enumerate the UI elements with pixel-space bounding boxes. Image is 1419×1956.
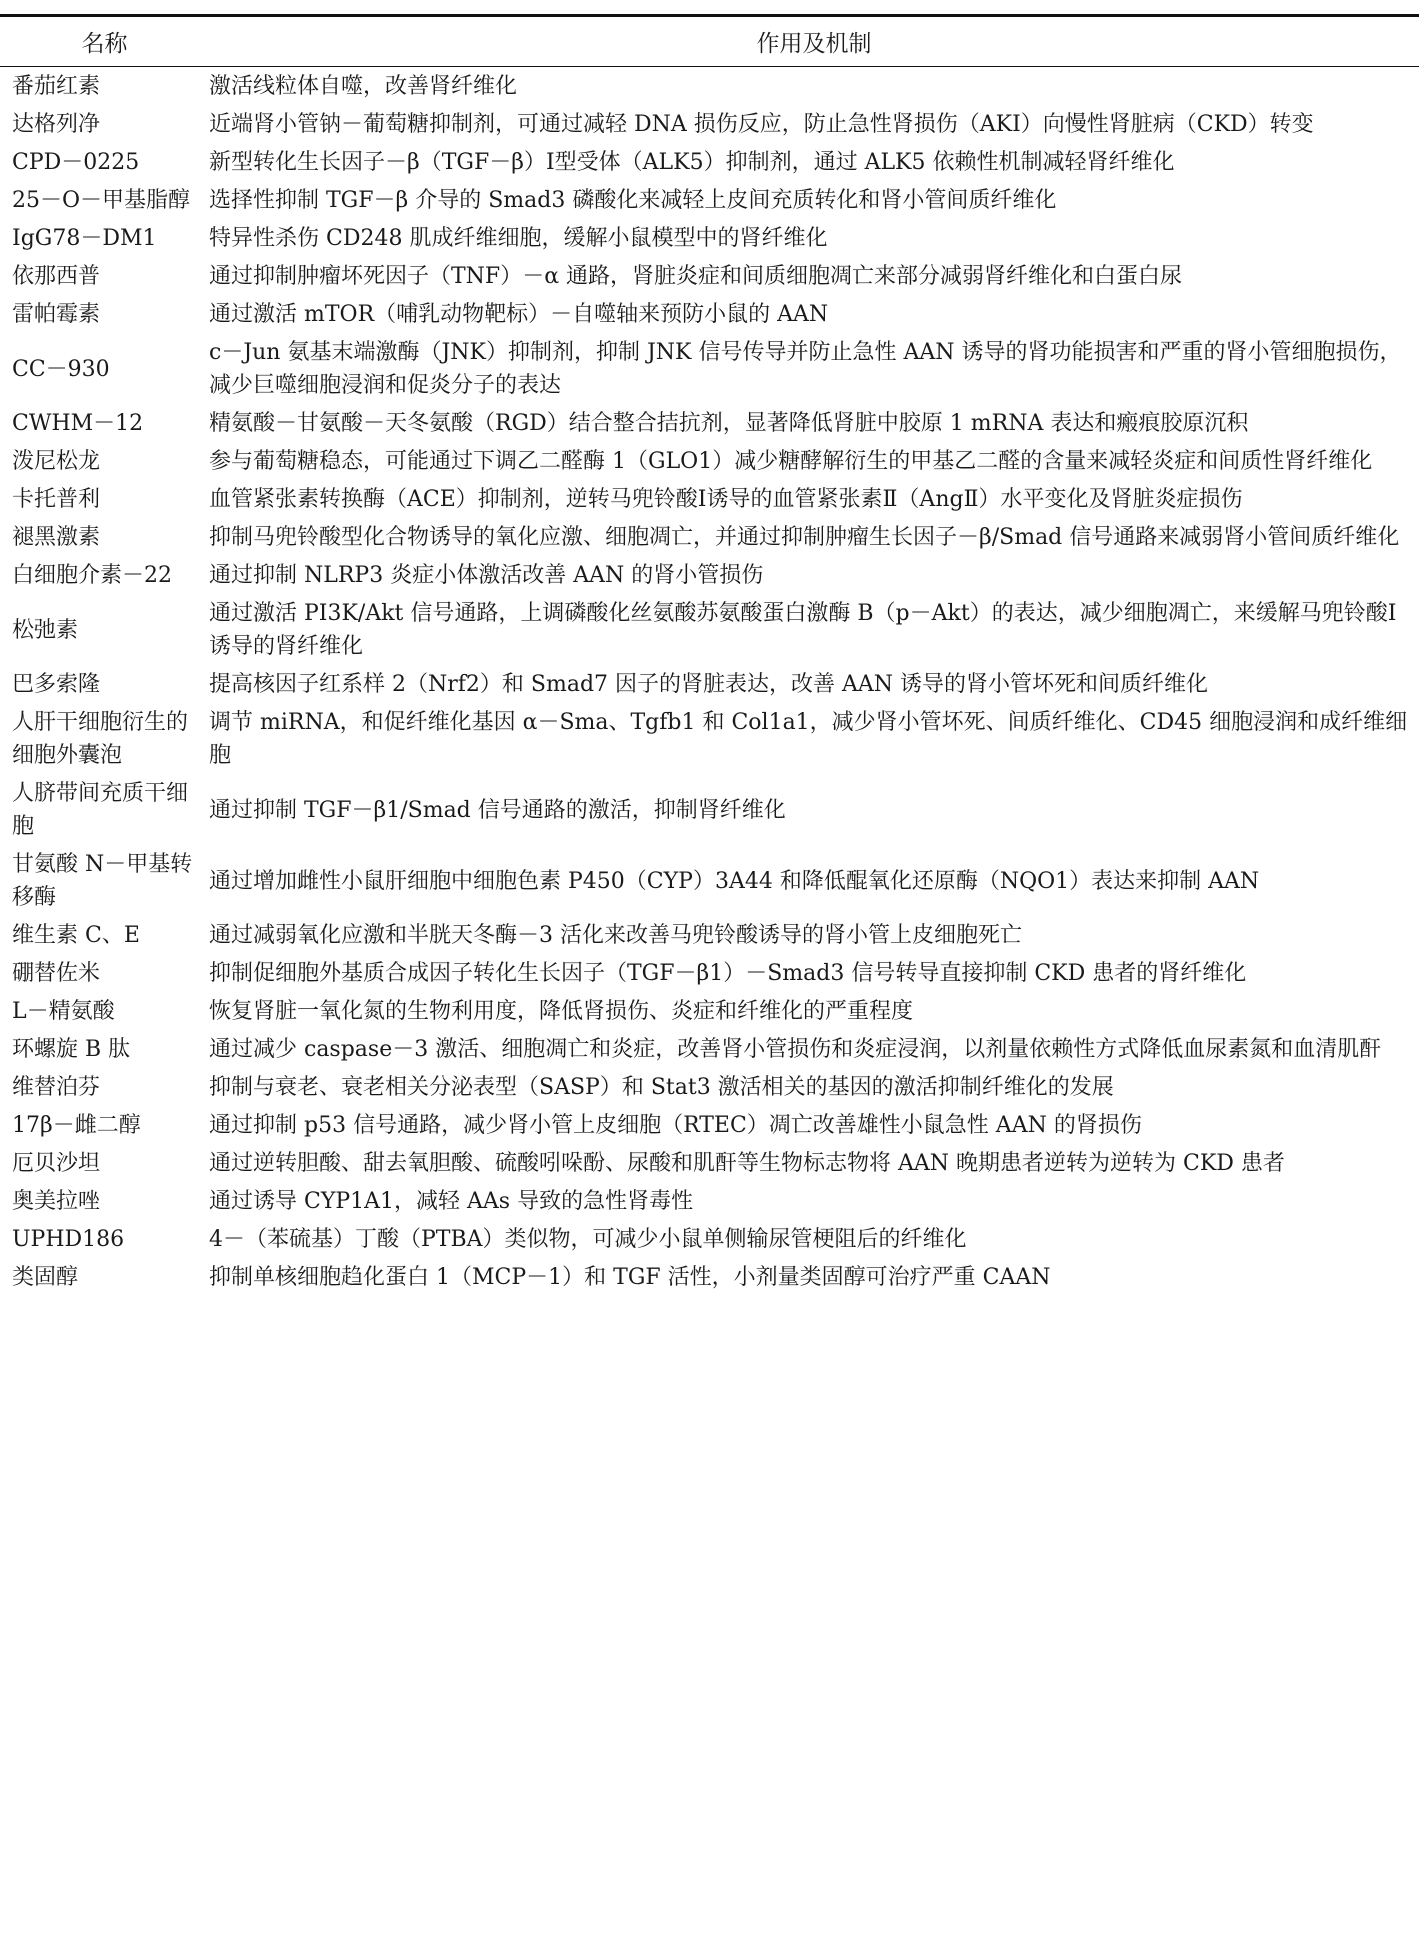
mechanism-cell: 抑制与衰老、衰老相关分泌表型（SASP）和 Stat3 激活相关的基因的激活抑制纤维化的发展 [209, 1075, 1114, 1100]
mechanism-cell: 选择性抑制 TGF－β 介导的 Smad3 磷酸化来减轻上皮间充质转化和肾小管间质纤维化 [209, 188, 1057, 213]
mechanism-cell: 恢复肾脏一氧化氮的生物利用度，降低肾损伤、炎症和纤维化的严重程度 [209, 999, 914, 1024]
mechanism-cell: 新型转化生长因子－β（TGF－β）Ⅰ型受体（ALK5）抑制剂，通过 ALK5 依赖性机制减轻肾纤维化 [209, 150, 1175, 175]
table-row [0, 1068, 1419, 1106]
table-row [0, 992, 1419, 1030]
mechanism-cell: 血管紧张素转换酶（ACE）抑制剂，逆转马兜铃酸Ⅰ诱导的血管紧张素Ⅱ（AngⅡ）水平变化及肾脏炎症损伤 [209, 487, 1243, 512]
table-row [0, 181, 1419, 219]
table-row [0, 480, 1419, 518]
table-row [0, 295, 1419, 333]
drug-name-cell: 依那西普 [12, 264, 101, 289]
mechanism-cell: 通过减少 caspase－3 激活、细胞凋亡和炎症，改善肾小管损伤和炎症浸润，以剂量依赖性方式降低血尿素氮和血清肌酐 [209, 1037, 1382, 1062]
mechanism-cell: 抑制促细胞外基质合成因子转化生长因子（TGF－β1）－Smad3 信号转导直接抑制 CKD 患者的肾纤维化 [209, 961, 1247, 986]
drug-name-cell: IgG78－DM1 [12, 226, 157, 251]
drug-name-cell: 人肝干细胞衍生的细胞外囊泡 [12, 710, 189, 768]
table-row [0, 404, 1419, 442]
table-row [0, 1106, 1419, 1144]
drug-name-cell: 类固醇 [12, 1265, 79, 1290]
mechanism-cell: 通过逆转胆酸、甜去氧胆酸、硫酸吲哚酚、尿酸和肌酐等生物标志物将 AAN 晚期患者逆转为逆转为 CKD 患者 [209, 1151, 1285, 1176]
table-body [0, 67, 1419, 1299]
table-row [0, 257, 1419, 295]
mechanism-cell: 提高核因子红系样 2（Nrf2）和 Smad7 因子的肾脏表达，改善 AAN 诱导的肾小管坏死和间质纤维化 [209, 672, 1209, 697]
drug-name-cell: 白细胞介素－22 [12, 563, 172, 588]
mechanism-cell: 通过抑制 NLRP3 炎症小体激活改善 AAN 的肾小管损伤 [209, 563, 764, 588]
drug-name-cell: 厄贝沙坦 [12, 1151, 101, 1176]
drug-name-cell: 环螺旋 B 肽 [12, 1037, 131, 1062]
table-row [0, 1030, 1419, 1068]
mechanism-cell: c－Jun 氨基末端激酶（JNK）抑制剂，抑制 JNK 信号传导并防止急性 AAN 诱导的肾功能损害和严重的肾小管细胞损伤，减少巨噬细胞浸润和促炎分子的表达 [209, 340, 1402, 398]
mechanism-cell: 通过增加雌性小鼠肝细胞中细胞色素 P450（CYP）3A44 和降低醌氧化还原酶（NQO1）表达来抑制 AAN [209, 868, 1260, 894]
drug-name-cell: 25－O－甲基脂醇 [12, 188, 191, 213]
table-row [0, 333, 1419, 404]
drug-name-cell: 维生素 C、E [12, 923, 140, 948]
mechanism-cell: 抑制单核细胞趋化蛋白 1（MCP－1）和 TGF 活性，小剂量类固醇可治疗严重 CAAN [209, 1265, 1051, 1290]
table-row [0, 1258, 1419, 1298]
drug-name-cell: UPHD186 [12, 1227, 125, 1252]
header-row [0, 16, 1419, 67]
drug-name-cell: 人脐带间充质干细胞 [12, 781, 189, 839]
mechanism-cell: 通过激活 mTOR（哺乳动物靶标）－自噬轴来预防小鼠的 AAN [209, 302, 829, 327]
mechanism-cell: 激活线粒体自噬，改善肾纤维化 [209, 74, 518, 99]
drug-name-cell: 维替泊芬 [12, 1075, 101, 1100]
drug-name-cell: 松弛素 [12, 617, 79, 643]
table-row [0, 67, 1419, 106]
drug-name-cell: 硼替佐米 [12, 961, 101, 986]
table-row [0, 518, 1419, 556]
table-row [0, 954, 1419, 992]
drug-name-cell: CPD－0225 [12, 150, 140, 175]
table-row [0, 219, 1419, 257]
mechanism-cell: 通过抑制 TGF－β1/Smad 信号通路的激活，抑制肾纤维化 [209, 797, 786, 823]
drug-name-cell: 雷帕霉素 [12, 302, 101, 327]
drug-name-cell: 奥美拉唑 [12, 1189, 101, 1214]
mechanism-cell: 通过抑制 p53 信号通路，减少肾小管上皮细胞（RTEC）凋亡改善雄性小鼠急性 AAN 的肾损伤 [209, 1113, 1142, 1138]
table-row [0, 665, 1419, 703]
mechanism-cell: 4－（苯硫基）丁酸（PTBA）类似物，可减少小鼠单侧输尿管梗阻后的纤维化 [209, 1227, 967, 1252]
mechanism-cell: 精氨酸－甘氨酸－天冬氨酸（RGD）结合整合拮抗剂，显著降低肾脏中胶原 1 mRNA 表达和瘢痕胶原沉积 [209, 411, 1249, 436]
header-mechanism: 作用及机制 [209, 16, 1419, 67]
drug-name-cell: 泼尼松龙 [12, 449, 101, 474]
drug-name-cell: 褪黑激素 [12, 525, 101, 550]
table-header [0, 16, 1419, 67]
table-row [0, 442, 1419, 480]
table-row [0, 845, 1419, 916]
table-row [0, 594, 1419, 665]
drug-name-cell: 17β－雌二醇 [12, 1113, 141, 1138]
mechanism-cell: 参与葡萄糖稳态，可能通过下调乙二醛酶 1（GLO1）减少糖酵解衍生的甲基乙二醛的含量来减轻炎症和间质性肾纤维化 [209, 449, 1373, 474]
drug-name-cell: CWHM－12 [12, 411, 144, 436]
drug-name-cell: 达格列净 [12, 112, 101, 137]
table-row [0, 143, 1419, 181]
drug-name-cell: 番茄红素 [12, 74, 101, 99]
table-row [0, 774, 1419, 845]
table-row [0, 916, 1419, 954]
drug-name-cell: 甘氨酸 N－甲基转移酶 [12, 852, 193, 910]
drug-name-cell: L－精氨酸 [12, 999, 115, 1024]
mechanism-cell: 通过减弱氧化应激和半胱天冬酶－3 活化来改善马兜铃酸诱导的肾小管上皮细胞死亡 [209, 923, 1022, 948]
table-row [0, 105, 1419, 143]
table-row [0, 556, 1419, 594]
table-row [0, 1220, 1419, 1258]
drug-name-cell: CC－930 [12, 356, 110, 382]
mechanism-cell: 调节 miRNA，和促纤维化基因 α－Sma、Tgfb1 和 Col1a1，减少肾小管坏死、间质纤维化、CD45 细胞浸润和成纤维细胞 [209, 710, 1408, 768]
table-row [0, 1144, 1419, 1182]
drug-mechanism-table [0, 14, 1419, 1298]
mechanism-cell: 通过激活 PI3K/Akt 信号通路，上调磷酸化丝氨酸苏氨酸蛋白激酶 B（p－Akt）的表达，减少细胞凋亡，来缓解马兜铃酸Ⅰ诱导的肾纤维化 [209, 601, 1397, 659]
mechanism-cell: 通过诱导 CYP1A1，减轻 AAs 导致的急性肾毒性 [209, 1189, 694, 1214]
mechanism-cell: 近端肾小管钠－葡萄糖抑制剂，可通过减轻 DNA 损伤反应，防止急性肾损伤（AKI）向慢性肾脏病（CKD）转变 [209, 112, 1314, 137]
mechanism-cell: 抑制马兜铃酸型化合物诱导的氧化应激、细胞凋亡，并通过抑制肿瘤生长因子－β/Smad 信号通路来减弱肾小管间质纤维化 [209, 525, 1400, 550]
table-row [0, 1182, 1419, 1220]
mechanism-cell: 通过抑制肿瘤坏死因子（TNF）－α 通路，肾脏炎症和间质细胞凋亡来部分减弱肾纤维化和白蛋白尿 [209, 264, 1183, 289]
header-name: 名称 [0, 16, 209, 67]
drug-name-cell: 巴多索隆 [12, 672, 101, 697]
mechanism-cell: 特异性杀伤 CD248 肌成纤维细胞，缓解小鼠模型中的肾纤维化 [209, 226, 828, 251]
table-row [0, 703, 1419, 774]
drug-name-cell: 卡托普利 [12, 487, 101, 512]
